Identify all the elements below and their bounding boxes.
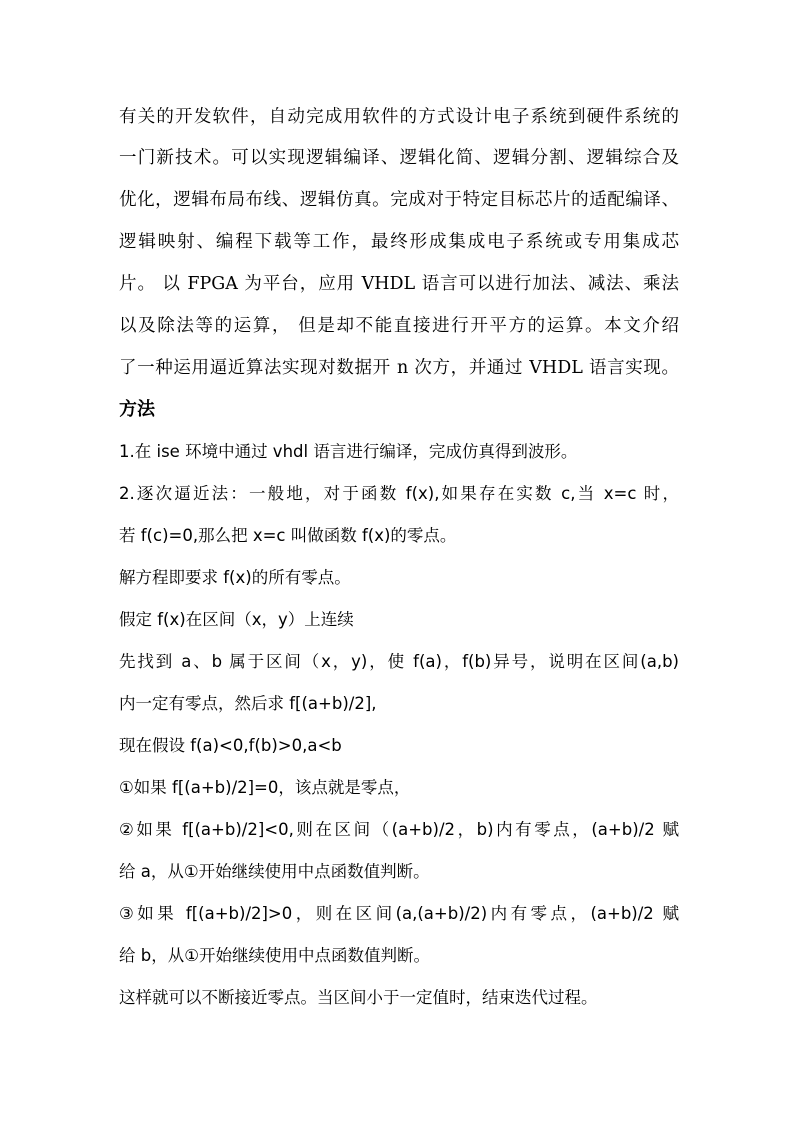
intro-line-4: 逻辑映射、编程下载等工作，最终形成集成电子系统或专用集成芯 [119,232,679,252]
method-line-13: 给 b，从①开始继续使用中点函数值判断。 [119,946,431,965]
method-line-6: 先找到 a、b 属于区间（x，y)，使 f(a)，f(b)异号，说明在区间(a,b) [119,652,679,671]
method-line-2: 2.逐次逼近法：一般地，对于函数 f(x),如果存在实数 c,当 x=c 时， [119,484,679,503]
method-line-12: ③如果 f[(a+b)/2]>0，则在区间(a,(a+b)/2)内有零点，(a+b)/2 赋 [119,904,679,923]
method-line-11: 给 a，从①开始继续使用中点函数值判断。 [119,862,430,881]
method-line-3: 若 f(c)=0,那么把 x=c 叫做函数 f(x)的零点。 [119,526,457,545]
method-line-1: 1.在 ise 环境中通过 vhdl 语言进行编译，完成仿真得到波形。 [119,442,578,461]
method-line-4: 解方程即要求 f(x)的所有零点。 [119,568,351,587]
intro-line-3: 优化，逻辑布局布线、逻辑仿真。完成对于特定目标芯片的适配编译、 [119,190,679,210]
intro-line-5: 片。 以 FPGA 为平台，应用 VHDL 语言可以进行加法、减法、乘法 [119,274,679,294]
method-line-14: 这样就可以不断接近零点。当区间小于一定值时，结束迭代过程。 [119,988,598,1007]
method-line-8: 现在假设 f(a)<0,f(b)>0,a<b [119,736,342,755]
intro-line-1: 有关的开发软件，自动完成用软件的方式设计电子系统到硬件系统的 [119,107,679,127]
intro-line-2: 一门新技术。可以实现逻辑编译、逻辑化简、逻辑分割、逻辑综合及 [119,148,679,168]
section-heading: 方法 [119,399,155,420]
method-line-10: ②如果 f[(a+b)/2]<0,则在区间（(a+b)/2，b)内有零点，(a+b)/2 赋 [119,820,679,839]
method-line-5: 假定 f(x)在区间（x，y）上连续 [119,610,354,629]
method-line-7: 内一定有零点，然后求 f[(a+b)/2], [119,694,377,713]
method-line-9: ①如果 f[(a+b)/2]=0，该点就是零点， [119,778,411,797]
intro-line-6: 以及除法等的运算， 但是却不能直接进行开平方的运算。本文介绍 [119,316,679,336]
intro-line-7: 了一种运用逼近算法实现对数据开 n 次方，并通过 VHDL 语言实现。 [119,358,679,378]
